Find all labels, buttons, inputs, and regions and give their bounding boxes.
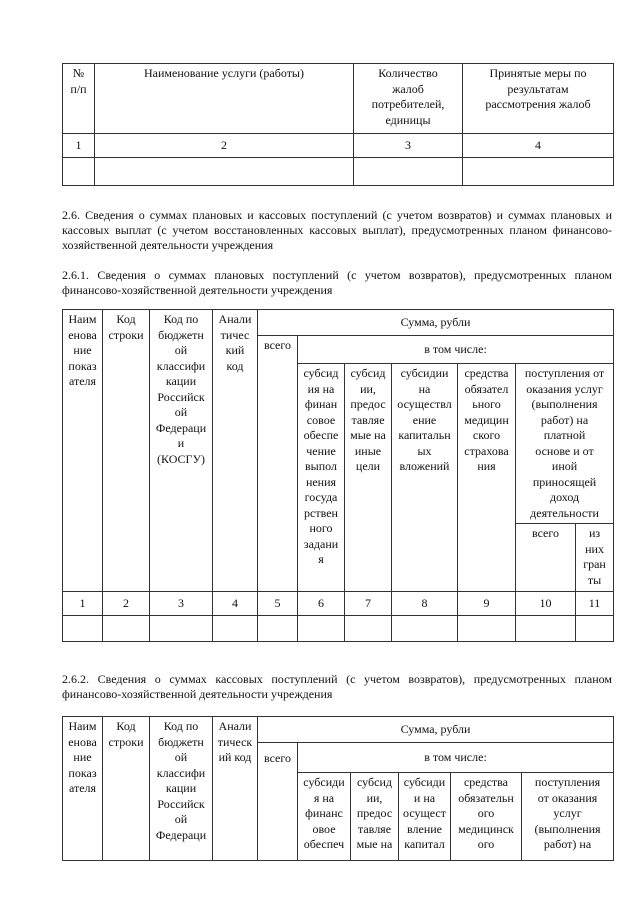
- empty-cell: [63, 616, 103, 642]
- col-header-including: в том числе:: [298, 743, 614, 773]
- col-header-state-task-subsidy: субсиди я на финанс овое обеспеч: [298, 773, 351, 861]
- col-header-sum: Сумма, рубли: [258, 310, 614, 336]
- empty-cell: [463, 158, 614, 186]
- col-header-sum: Сумма, рубли: [258, 717, 614, 743]
- empty-cell: [258, 616, 298, 642]
- col-number: 1: [63, 592, 103, 616]
- col-header-total: всего: [258, 336, 298, 592]
- col-number: 7: [345, 592, 392, 616]
- col-header-budget-code: Код по бюджетн ой классифи кации Российск ой Федераци: [150, 717, 213, 861]
- empty-cell: [516, 616, 576, 642]
- empty-cell: [103, 616, 150, 642]
- col-header-total: всего: [258, 743, 298, 861]
- col-header-capital-subsidy: субсидии на осуществл ение капитальн ых вложений: [392, 364, 458, 592]
- col-header-row-code: Код строки: [103, 310, 150, 592]
- col-header-capital-subsidy: субсиди и на осущест вление капитал: [399, 773, 451, 861]
- cash-receipts-table: [62, 716, 614, 861]
- section-2-6: 2.6. Сведения о суммах плановых и кассовых поступлений (с учетом возвратов) и суммах плановых и кассовых выплат (с учетом восстановленных кассовых выплат), предусмотренных планом финансово-хозяйственной деятельности учреждения: [62, 208, 612, 252]
- col-number: 6: [298, 592, 345, 616]
- col-header-paid-total: всего: [516, 524, 576, 592]
- empty-cell: [213, 616, 258, 642]
- col-header-number: № п/п: [63, 64, 95, 134]
- col-header-medical-insurance: средства обязательн ого медицинск ого: [451, 773, 522, 861]
- col-header-measures: Принятые меры по результатам рассмотрения жалоб: [463, 64, 614, 134]
- col-header-indicator-name: Наим енова ние показ ателя: [63, 310, 103, 592]
- col-number: 8: [392, 592, 458, 616]
- col-number-1: 1: [63, 134, 95, 158]
- col-header-analytic-code: Анали тическ ий код: [213, 717, 258, 861]
- col-number: 3: [150, 592, 213, 616]
- col-header-state-task-subsidy: субсид ия на финан совое обеспе чение выпол нения госуда рствен ного задани я: [298, 364, 345, 592]
- complaints-table: [62, 63, 614, 186]
- col-header-grants: из них гран ты: [576, 524, 614, 592]
- col-header-paid-services: поступления от оказания услуг (выполнения работ) на: [522, 773, 614, 861]
- planned-receipts-table: [62, 309, 614, 642]
- col-number: 11: [576, 592, 614, 616]
- section-2-6-2: 2.6.2. Сведения о суммах кассовых поступлений (с учетом возвратов), предусмотренных планом финансово-хозяйственной деятельности учреждения: [62, 672, 612, 701]
- col-header-budget-code: Код по бюджетн ой классифи кации Российск ой Федераци и (КОСГУ): [150, 310, 213, 592]
- col-number-4: 4: [463, 134, 614, 158]
- col-number: 4: [213, 592, 258, 616]
- empty-cell: [298, 616, 345, 642]
- col-header-paid-services: поступления от оказания услуг (выполнения работ) на платной основе и от иной приносящей доход деятельности: [516, 364, 614, 524]
- col-number-3: 3: [354, 134, 463, 158]
- col-number: 5: [258, 592, 298, 616]
- empty-cell: [63, 158, 95, 186]
- col-header-medical-insurance: средства обязател ьного медицин ского страхова ния: [458, 364, 516, 592]
- col-header-service-name: Наименование услуги (работы): [95, 64, 354, 134]
- section-2-6-1: 2.6.1. Сведения о суммах плановых поступлений (с учетом возвратов), предусмотренных планом финансово-хозяйственной деятельности учреждения: [62, 268, 612, 297]
- col-header-including: в том числе:: [298, 336, 614, 364]
- col-number: 10: [516, 592, 576, 616]
- col-number: 9: [458, 592, 516, 616]
- col-header-other-subsidy: субсид ии, предос тавляе мые на: [351, 773, 399, 861]
- col-header-indicator-name: Наим енова ние показ ателя: [63, 717, 103, 861]
- col-number-2: 2: [95, 134, 354, 158]
- empty-cell: [95, 158, 354, 186]
- empty-cell: [345, 616, 392, 642]
- col-number: 2: [103, 592, 150, 616]
- col-header-complaints-count: Количество жалоб потребителей, единицы: [354, 64, 463, 134]
- empty-cell: [392, 616, 458, 642]
- col-header-analytic-code: Анали тичес кий код: [213, 310, 258, 592]
- empty-cell: [150, 616, 213, 642]
- empty-cell: [458, 616, 516, 642]
- empty-cell: [576, 616, 614, 642]
- col-header-other-subsidy: субсид ии, предос тавляе мые на иные цели: [345, 364, 392, 592]
- empty-cell: [354, 158, 463, 186]
- col-header-row-code: Код строки: [103, 717, 150, 861]
